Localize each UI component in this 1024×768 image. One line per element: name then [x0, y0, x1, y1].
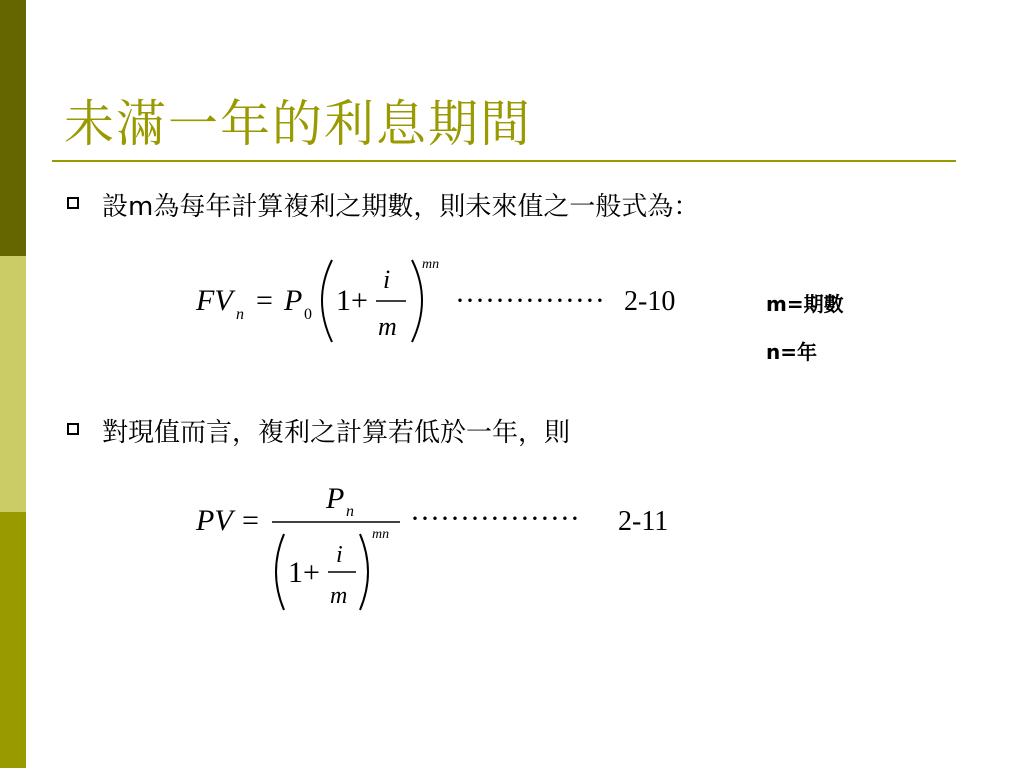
fv-rate: i [383, 265, 391, 294]
side-band-bottom [0, 512, 26, 768]
pv-exponent: mn [372, 527, 390, 542]
fv-exponent: mn [422, 257, 440, 272]
fv-right-paren [412, 260, 422, 342]
note-n-definition: n=年 [766, 340, 817, 364]
pv-equation-number: 2-11 [618, 506, 669, 537]
square-bullet-icon [67, 197, 79, 209]
fv-principal-subscript: 0 [304, 306, 312, 323]
pv-numerator-subscript: n [346, 503, 354, 520]
square-bullet-icon [67, 423, 79, 435]
fv-principal: P [284, 284, 303, 317]
fv-periods: m [378, 312, 397, 341]
fv-left-paren [322, 260, 332, 342]
fv-lhs: FV [196, 284, 233, 317]
side-band-top [0, 0, 26, 256]
fv-leader-dots: ··············· [455, 284, 605, 317]
title-divider [52, 160, 956, 162]
pv-equals: = [242, 504, 259, 537]
pv-periods: m [330, 583, 348, 609]
note-m-definition: m=期數 [766, 292, 844, 316]
fv-equals: = [256, 284, 273, 317]
bullet-1-suffix: 為每年計算複利之期數，則未來值之一般式為： [153, 192, 700, 222]
bullet-1-variable: m [128, 192, 154, 222]
pv-numerator: P [326, 482, 345, 515]
fv-one-plus: 1+ [336, 284, 368, 317]
side-band-middle [0, 256, 26, 512]
present-value-formula [190, 478, 690, 618]
pv-rate: i [336, 542, 343, 568]
bullet-2-text: 對現值而言，複利之計算若低於一年，則 [102, 418, 571, 448]
fv-lhs-subscript: n [236, 306, 244, 323]
pv-lhs: PV [196, 504, 233, 537]
pv-one-plus: 1+ [288, 556, 320, 589]
pv-right-paren [360, 534, 368, 610]
pv-leader-dots: ················· [410, 502, 580, 535]
bullet-1-prefix: 設 [102, 192, 129, 222]
bullet-1-text [102, 186, 699, 223]
future-value-formula [190, 250, 710, 360]
pv-left-paren [276, 534, 284, 610]
fv-equation-number: 2-10 [624, 286, 676, 317]
slide-title: 未滿一年的利息期間 [64, 95, 532, 153]
